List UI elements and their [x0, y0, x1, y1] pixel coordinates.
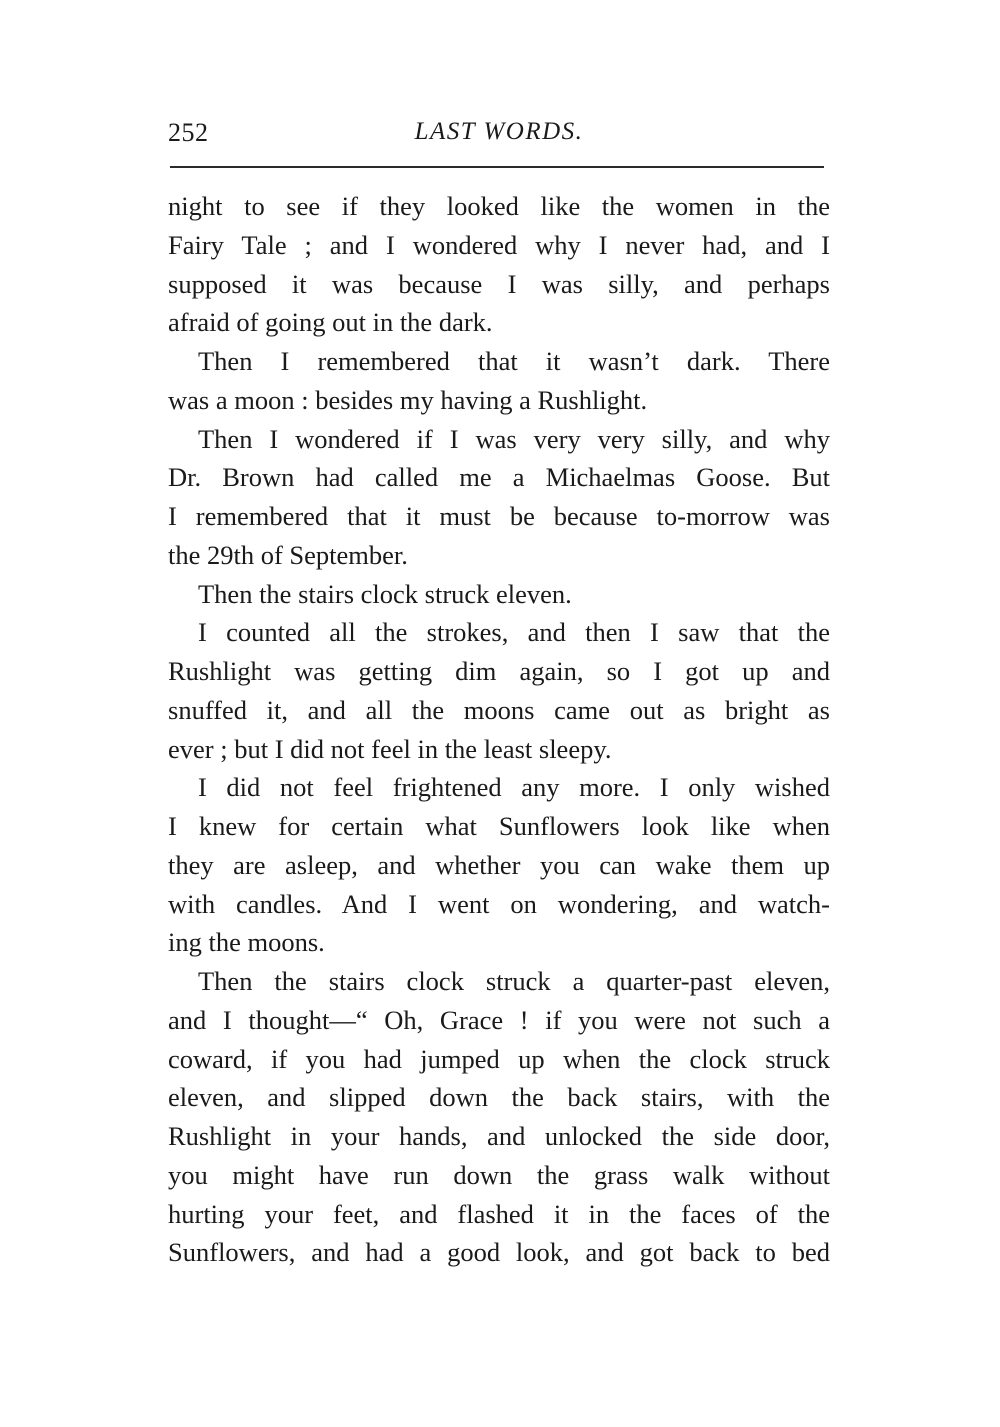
- text-line: Then I wondered if I was very very silly, and why: [198, 423, 830, 454]
- page-number: 252: [168, 118, 209, 147]
- text-line: with candles. And I went on wondering, and watch-: [168, 888, 830, 919]
- text-line: eleven, and slipped down the back stairs, with the: [168, 1082, 830, 1113]
- text-line: afraid of going out in the dark.: [168, 307, 493, 338]
- text-line: hurting your feet, and flashed it in the faces of the: [168, 1198, 830, 1229]
- body-text: [168, 187, 830, 1272]
- text-line: I did not feel frightened any more. I only wished: [198, 772, 830, 803]
- text-line: Rushlight in your hands, and unlocked the side door,: [168, 1121, 830, 1151]
- text-line: I remembered that it must be because to-morrow was: [168, 501, 830, 531]
- text-line: snuffed it, and all the moons came out as bright as: [168, 694, 830, 725]
- text-line: was a moon : besides my having a Rushlight.: [168, 384, 648, 415]
- text-line: Rushlight was getting dim again, so I got up and: [168, 656, 830, 686]
- text-line: the 29th of September.: [168, 539, 408, 570]
- header-rule: [170, 166, 824, 168]
- text-line: ever ; but I did not feel in the least sleepy.: [168, 733, 612, 764]
- running-head: LAST WORDS.: [414, 118, 584, 145]
- text-line: they are asleep, and whether you can wake them up: [168, 849, 830, 880]
- text-line: Dr. Brown had called me a Michaelmas Goose. But: [168, 462, 830, 493]
- text-line: coward, if you had jumped up when the clock struck: [168, 1043, 830, 1074]
- text-line: I knew for certain what Sunflowers look like when: [168, 811, 830, 841]
- text-line: you might have run down the grass walk without: [168, 1159, 830, 1190]
- text-line: supposed it was because I was silly, and perhaps: [168, 268, 830, 299]
- text-line: night to see if they looked like the women in the: [168, 191, 830, 221]
- text-line: Then the stairs clock struck eleven.: [198, 578, 572, 609]
- text-line: Fairy Tale ; and I wondered why I never had, and I: [168, 229, 830, 260]
- text-line: and I thought—“ Oh, Grace ! if you were not such a: [168, 1004, 830, 1035]
- text-line: Then the stairs clock struck a quarter-past eleven,: [198, 966, 830, 996]
- text-line: I counted all the strokes, and then I saw that the: [198, 617, 830, 648]
- text-line: ing the moons.: [168, 927, 325, 958]
- text-line: Then I remembered that it wasn’t dark. There: [198, 346, 830, 376]
- page-header: [168, 118, 830, 150]
- text-line: Sunflowers, and had a good look, and got back to bed: [168, 1237, 830, 1268]
